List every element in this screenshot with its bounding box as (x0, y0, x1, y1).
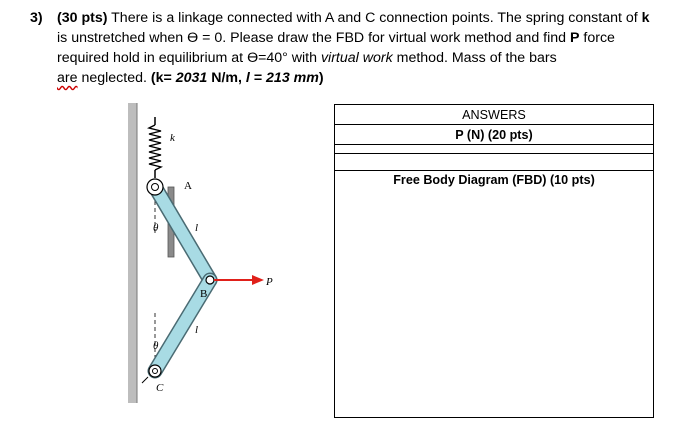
fbd-row-label: Free Body Diagram (FBD) (10 pts) (335, 171, 654, 190)
pin-C (142, 365, 161, 383)
pin-B (206, 276, 214, 284)
label-l-lower: l (195, 324, 199, 336)
label-P: P (266, 276, 273, 288)
label-k: k (170, 132, 175, 144)
p-row-label: P (N) (20 pts) (335, 125, 654, 145)
label-C: C (156, 382, 164, 394)
blank-row (335, 154, 654, 171)
label-l-upper: l (195, 222, 199, 234)
label-theta-upper: θ (153, 222, 159, 234)
label-theta-lower: θ (153, 340, 159, 352)
problem-body: (30 pts) There is a linkage connected with A and C connection points. The spring constant of k is unstretched when ϴ = 0. Please draw the FBD for virtual work method and find P force required hold in equilibrium at ϴ=40° with virtual work method. Mass of the bars are neglected. (k= 2031 N/m, l = 213 mm) (57, 10, 650, 86)
parameters: (k= 2031 N/m, l = 213 mm) (150, 70, 324, 86)
linkage-figure (118, 103, 328, 409)
fbd-answer-area[interactable] (335, 189, 654, 418)
spring (149, 117, 161, 178)
spellcheck-word: are (57, 70, 78, 86)
question-number: 3) (30, 10, 43, 26)
points: (30 pts) (57, 10, 108, 26)
force-arrow (214, 275, 264, 285)
pin-A (147, 179, 163, 195)
answers-header: ANSWERS (335, 105, 654, 125)
problem-statement (30, 8, 660, 88)
label-A: A (184, 180, 192, 192)
label-B: B (200, 288, 208, 300)
p-answer-cell[interactable] (335, 145, 654, 154)
wall (128, 103, 137, 403)
link-bars (155, 187, 210, 371)
answers-table (334, 104, 654, 418)
